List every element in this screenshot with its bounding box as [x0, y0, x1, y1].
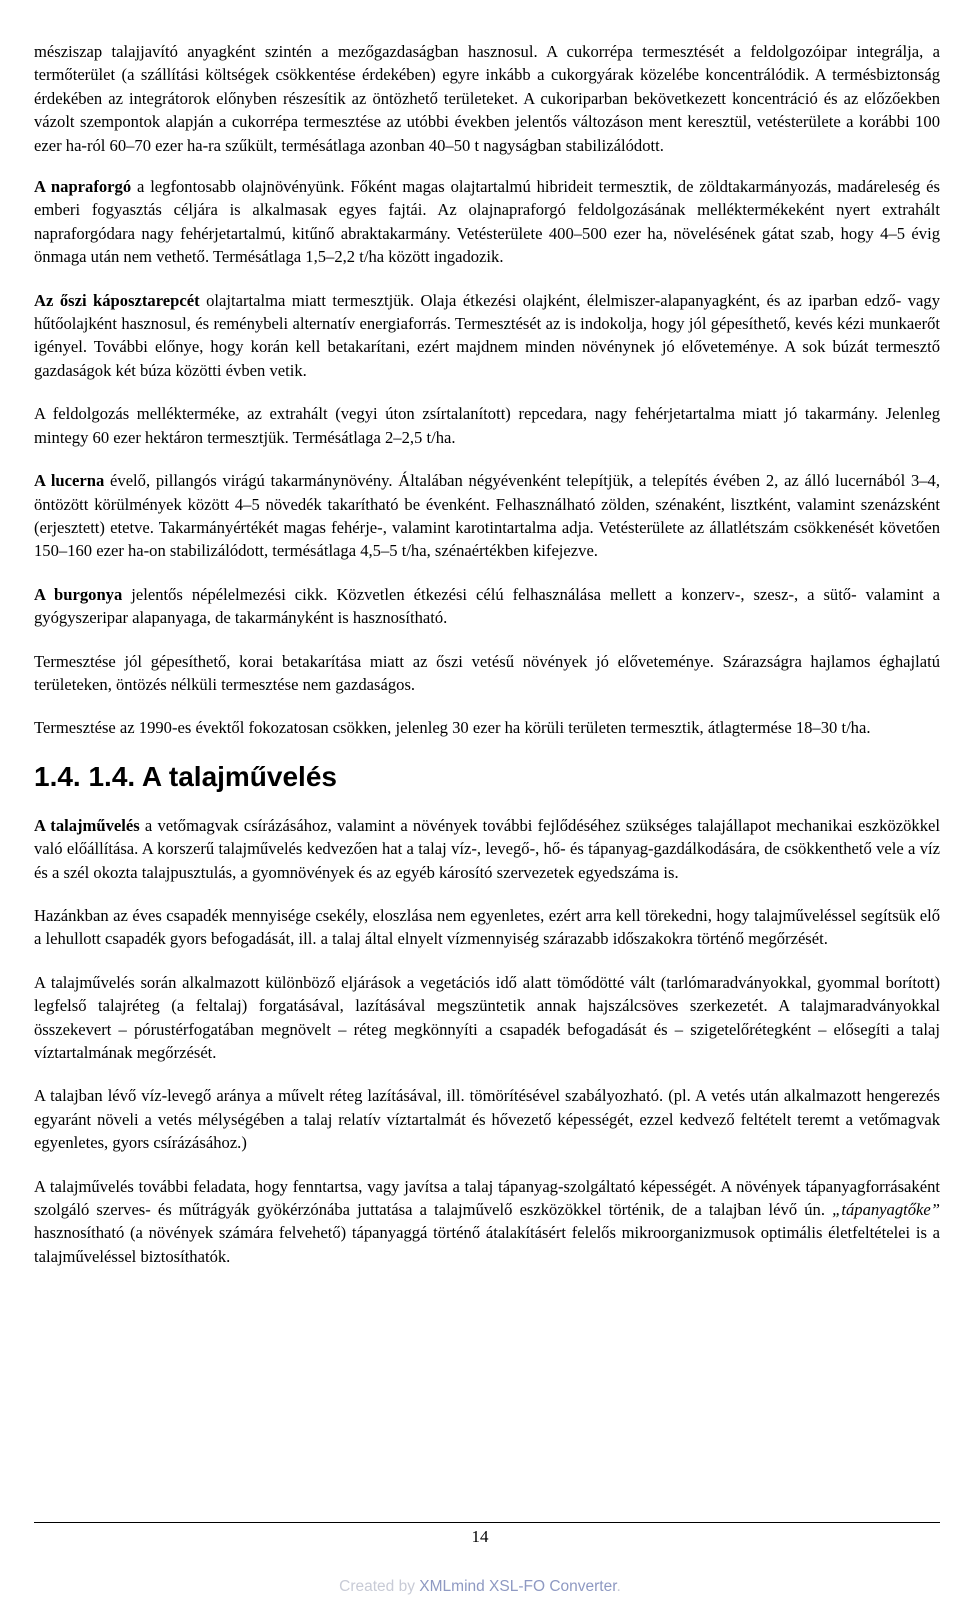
bold-term: A talajművelés — [34, 815, 140, 835]
text-run: a legfontosabb olajnövényünk. Főként magas olajtartalmú hibrideit termesztik, de zöldtakarmányozás, madáreleség és emberi fogyasztás céljára is alkalmasak egyes fajtái. Az olajnapraforgó feldolgozásának melléktermékeként nyert extrahált napraforgódara nagy fehérjetartalmú, kitűnő abraktakarmány. Vetésterülete 400–500 ezer ha, növelésének gátat szab, hogy 4–5 évig önmaga után nem vethető. Termésátlaga 1,5–2,2 t/ha között ingadozik. — [34, 177, 940, 267]
bold-term: Az őszi káposztarepcét — [34, 290, 200, 310]
bold-term: A napraforgó — [34, 177, 132, 197]
producer-suffix: . — [616, 1578, 621, 1595]
paragraph — [34, 402, 940, 449]
text-run: Termesztése az 1990-es évektől fokozatosan csökken, jelenleg 30 ezer ha körüli területen termesztik, átlagtermése 18–30 t/ha. — [34, 718, 871, 738]
text-run: mésziszap talajjavító anyagként szintén a mezőgazdaságban hasznosul. A cukorrépa termesztését a feldolgozóipar integrálja, a termőterület (a szállítási költségek csökkentése érdekében) egyre inkább a cukorgyárak közelébe koncentrálódik. A termésbiztonság érdekében az integrátorok előnyben részesítik az öntözhető területeket. A cukoriparban bekövetkezett koncentráció és az előzőekben vázolt szempontok alapján a cukorrépa termesztése az utóbbi években jelentős változáson ment keresztül, vetésterülete a korábbi 100 ezer ha-ról 60–70 ezer ha-ra szűkült, termésátlaga azonban 40–50 t nagyságban stabilizálódott. — [34, 42, 940, 155]
paragraph — [34, 175, 940, 269]
text-run: olajtartalma miatt termesztjük. Olaja étkezési olajként, élelmiszer-alapanyagként, és az iparban edző- vagy hűtőolajként hasznosul, és reménybeli alternatív energiaforrás. Termesztését az is indokolja, hogy jól gépesíthető, kevés kézi munkaerőt igényel. További előnye, hogy korán kell betakarítani, ezért majdnem minden növénynek jó előveteménye. A sok búzát termesztő gazdaságok két búza közötti évben vetik. — [34, 290, 941, 380]
text-run: Hazánkban az éves csapadék mennyisége csekély, eloszlása nem egyenletes, ezért arra kell törekedni, hogy talajműveléssel segítsük elő a lehullott csapadék gyors befogadását, ill. a talaj által elnyelt vízmennyiség szárazabb időszakokra történő megőrzését. — [34, 905, 940, 949]
paragraph — [34, 583, 940, 630]
paragraph — [34, 40, 940, 157]
text-run: A talajművelés során alkalmazott különböző eljárások a vegetációs idő alatt tömődötté vált (tarlómaradványokkal, gyommal borított) legfelső talajréteg (a feltalaj) forgatásával, lazításával megszüntetik annak hajszálcsöves szerkezetét. A talajmaradványokkal összekevert – pórustérfogatában megnövelt – réteg megkönnyíti a csapadék befogadását és – szigetelőrétegként – elősegíti a talaj víztartalmának megőrzését. — [34, 972, 940, 1062]
italic-term: „tápanyagtőke” — [832, 1200, 940, 1220]
text-run: évelő, pillangós virágú takarmánynövény. Általában négyévenként telepítjük, a telepítés évében 2, az álló lucernából 3–4, öntözött körülmények között 4–5 növedék takarítható be évenként. Felhasználható zölden, szénaként, lisztként, valamint szenázsként (erjesztett) etetve. Takarmányértékét magas fehérje-, valamint karotintartalma adja. Vetésterülete az állatlétszám csökkenését követően 150–160 ezer ha-on stabilizálódott, termésátlaga 4,5–5 t/ha, szénaértékben kifejezve. — [34, 471, 940, 561]
footer-rule — [34, 1522, 940, 1523]
paragraph — [34, 814, 940, 884]
producer-prefix: Created by — [339, 1578, 420, 1595]
body-text-after-heading — [34, 814, 940, 1269]
paragraph — [34, 1175, 940, 1269]
paragraph — [34, 971, 940, 1065]
text-run: hasznosítható (a növények számára felvehető) tápanyaggá történő átalakításért felelős mikroorganizmusok optimális életfeltételei is a talajműveléssel biztosíthatók. — [34, 1223, 940, 1266]
body-text-before-heading — [34, 40, 940, 740]
text-run: a vetőmagvak csírázásához, valamint a növények további fejlődéséhez szükséges talajállapot mechanikai eszközökkel való előállítása. A korszerű talajművelés kedvezően hat a talaj víz-, levegő-, hő- és tápanyag-gazdálkodására, de csökkenthető vele a víz és a szél okozta talajpusztulás, a gyomnövények és az egyéb károsító szervezetek egyedszáma is. — [34, 815, 940, 882]
paragraph — [34, 904, 940, 951]
page-number: 14 — [471, 1527, 489, 1546]
paragraph — [34, 650, 940, 697]
text-run: jelentős népélelmezési cikk. Közvetlen étkezési célú felhasználása mellett a konzerv-, szesz-, a sütő- valamint a gyógyszeripar alapanyaga, de takarmányként is hasznosítható. — [34, 584, 940, 628]
paragraph — [34, 469, 940, 563]
section-heading: 1.4. 1.4. A talajművelés — [34, 760, 337, 792]
producer-brand: XMLmind XSL-FO Converter — [419, 1578, 617, 1595]
producer-note — [0, 1578, 960, 1596]
paragraph — [34, 716, 940, 739]
text-run: A feldolgozás mellékterméke, az extrahált (vegyi úton zsírtalanított) repcedara, nagy fehérjetartalma miatt jó takarmány. Jelenleg mintegy 60 ezer hektáron termesztjük. Termésátlaga 2–2,5 t/ha. — [34, 404, 940, 447]
paragraph — [34, 1084, 940, 1154]
bold-term: A burgonya — [34, 584, 123, 604]
bold-term: A lucerna — [34, 471, 105, 491]
text-run: A talajban lévő víz-levegő aránya a művelt réteg lazításával, ill. tömörítésével szabályozható. (pl. A vetés után alkalmazott hengerezés egyaránt növeli a vetés mélységében a talaj relatív víztartalmát és hővezető képességét, ezzel kedvező feltételt teremt a vetőmagvak egyenletes, gyors csírázásához.) — [34, 1086, 940, 1153]
text-run: A talajművelés további feladata, hogy fenntartsa, vagy javítsa a talaj tápanyag-szolgáltató képességét. A növények tápanyagforrásaként szolgáló szerves- és műtrágyák gyökérzónába juttatása a talajművelő eszközökkel történik, de a talajban lévő ún. — [34, 1176, 940, 1220]
text-run: Termesztése jól gépesíthető, korai betakarítása miatt az őszi vetésű növények jó előveteménye. Szárazságra hajlamos éghajlatú területeken, öntözés nélküli termesztése nem gazdaságos. — [34, 651, 940, 694]
paragraph — [34, 289, 940, 383]
